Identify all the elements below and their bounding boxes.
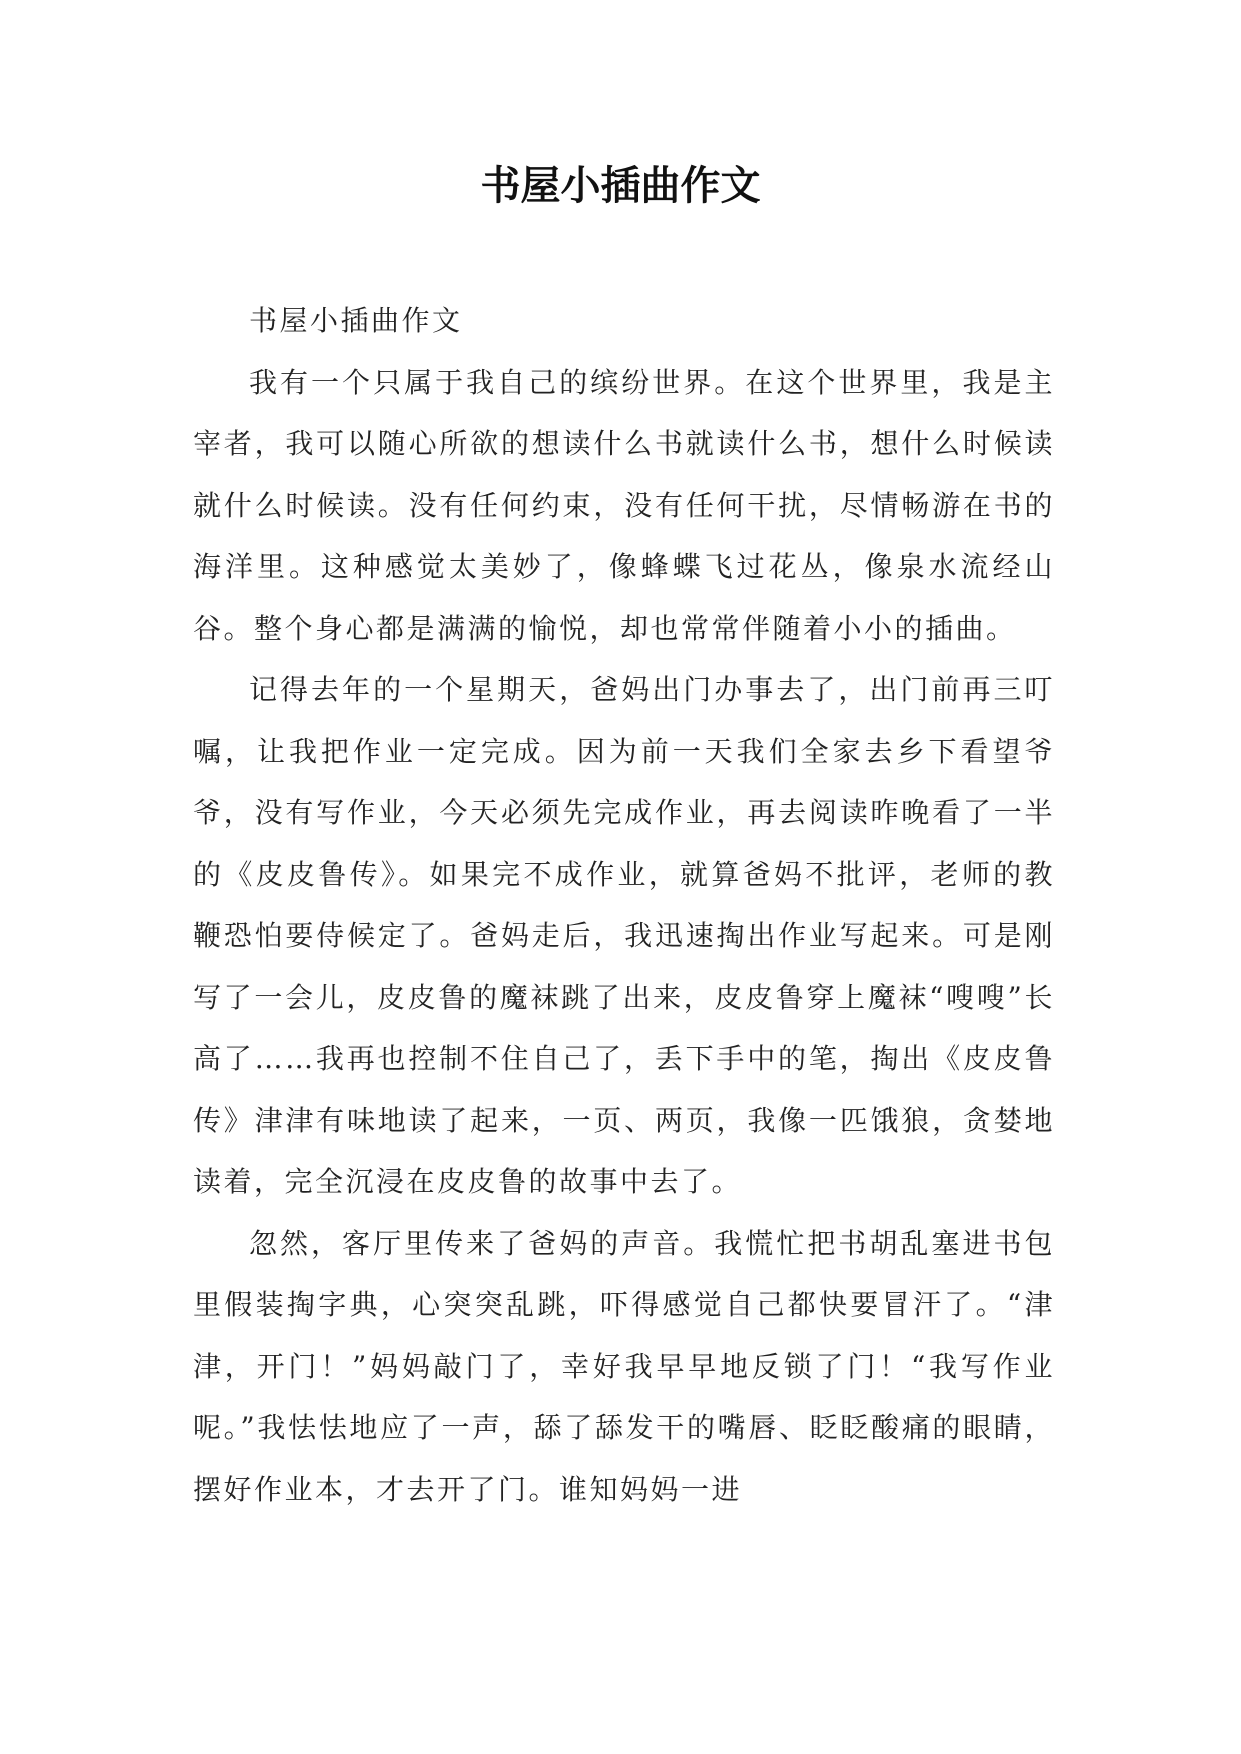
- paragraph-subtitle: 书屋小插曲作文: [249, 304, 463, 337]
- document-title: 书屋小插曲作文: [480, 162, 761, 209]
- paragraph-3: 忽然，客厅里传来了爸妈的声音。我慌忙把书胡乱塞进书包里假装掏字典，心突突乱跳，吓得感觉自己都快要冒汗了。“津津，开门！”妈妈敲门了，幸好我早早地反锁了门！“我写作业呢。”我怯怯地应了一声，舔了舔发干的嘴唇、眨眨酸痛的眼睛，摆好作业本，才去开了门。谁知妈妈一进: [193, 1226, 1055, 1506]
- paragraph-1: 我有一个只属于我自己的缤纷世界。在这个世界里，我是主宰者，我可以随心所欲的想读什么书就读什么书，想什么时候读就什么时候读。没有任何约束，没有任何干扰，尽情畅游在书的海洋里。这种感觉太美妙了，像蜂蝶飞过花丛，像泉水流经山谷。整个身心都是满满的愉悦，却也常常伴随着小小的插曲。: [193, 365, 1055, 645]
- document-body: [193, 290, 1055, 1520]
- paragraph-2: 记得去年的一个星期天，爸妈出门办事去了，出门前再三叮嘱，让我把作业一定完成。因为前一天我们全家去乡下看望爷爷，没有写作业，今天必须先完成作业，再去阅读昨晚看了一半的《皮皮鲁传》。如果完不成作业，就算爸妈不批评，老师的教鞭恐怕要侍候定了。爸妈走后，我迅速掏出作业写起来。可是刚写了一会儿，皮皮鲁的魔袜跳了出来，皮皮鲁穿上魔袜“嗖嗖”长高了……我再也控制不住自己了，丢下手中的笔，掏出《皮皮鲁传》津津有味地读了起来，一页、两页，我像一匹饿狼，贪婪地读着，完全沉浸在皮皮鲁的故事中去了。: [193, 673, 1055, 1198]
